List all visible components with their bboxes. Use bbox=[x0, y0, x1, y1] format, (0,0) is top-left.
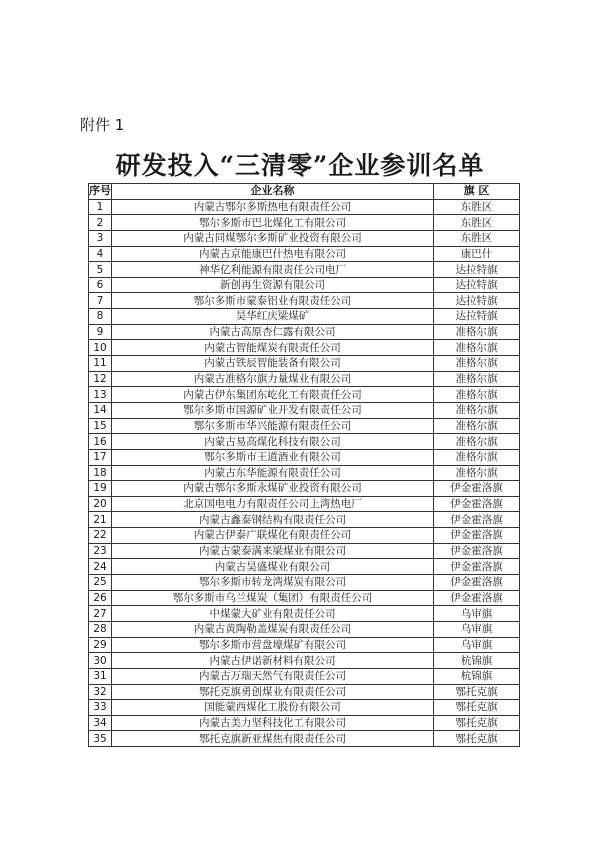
cell-company-name: 内蒙古昊盛煤业有限公司 bbox=[112, 559, 434, 575]
table-row bbox=[89, 637, 520, 653]
cell-serial-number: 16 bbox=[89, 434, 112, 450]
cell-district: 准格尔旗 bbox=[434, 449, 520, 465]
cell-district: 准格尔旗 bbox=[434, 418, 520, 434]
cell-company-name: 内蒙古伊泰广联煤化有限责任公司 bbox=[112, 528, 434, 544]
table-row bbox=[89, 418, 520, 434]
cell-district: 准格尔旗 bbox=[434, 340, 520, 356]
cell-serial-number: 34 bbox=[89, 715, 112, 731]
cell-district: 东胜区 bbox=[434, 215, 520, 231]
cell-district: 康巴什 bbox=[434, 246, 520, 262]
cell-company-name: 鄂尔多斯市华兴能源有限责任公司 bbox=[112, 418, 434, 434]
table-row bbox=[89, 543, 520, 559]
cell-district: 东胜区 bbox=[434, 199, 520, 215]
cell-district: 伊金霍洛旗 bbox=[434, 575, 520, 591]
cell-serial-number: 13 bbox=[89, 387, 112, 403]
cell-district: 准格尔旗 bbox=[434, 465, 520, 481]
cell-company-name: 内蒙古智能煤炭有限责任公司 bbox=[112, 340, 434, 356]
table-row bbox=[89, 465, 520, 481]
cell-district: 伊金霍洛旗 bbox=[434, 590, 520, 606]
cell-serial-number: 12 bbox=[89, 371, 112, 387]
cell-district: 乌审旗 bbox=[434, 637, 520, 653]
participant-table bbox=[88, 183, 520, 747]
table-row bbox=[89, 449, 520, 465]
table-row bbox=[89, 340, 520, 356]
cell-company-name: 昊华红庆梁煤矿 bbox=[112, 309, 434, 325]
cell-company-name: 国能蒙西煤化工股份有限公司 bbox=[112, 700, 434, 716]
table-row bbox=[89, 684, 520, 700]
cell-district: 东胜区 bbox=[434, 230, 520, 246]
cell-district: 达拉特旗 bbox=[434, 293, 520, 309]
cell-company-name: 神华亿利能源有限责任公司电厂 bbox=[112, 262, 434, 278]
table-row bbox=[89, 559, 520, 575]
cell-company-name: 新创再生资源有限公司 bbox=[112, 277, 434, 293]
cell-company-name: 内蒙古准格尔旗力量煤业有限公司 bbox=[112, 371, 434, 387]
cell-district: 鄂托克旗 bbox=[434, 715, 520, 731]
cell-district: 达拉特旗 bbox=[434, 262, 520, 278]
cell-serial-number: 21 bbox=[89, 512, 112, 528]
cell-company-name: 鄂尔多斯市转龙湾煤炭有限公司 bbox=[112, 575, 434, 591]
table-row bbox=[89, 668, 520, 684]
cell-serial-number: 23 bbox=[89, 543, 112, 559]
cell-district: 达拉特旗 bbox=[434, 309, 520, 325]
table-row bbox=[89, 371, 520, 387]
cell-district: 鄂托克旗 bbox=[434, 684, 520, 700]
cell-district: 伊金霍洛旗 bbox=[434, 559, 520, 575]
cell-district: 杭锦旗 bbox=[434, 668, 520, 684]
cell-district: 准格尔旗 bbox=[434, 387, 520, 403]
cell-company-name: 鄂尔多斯市巴北煤化工有限公司 bbox=[112, 215, 434, 231]
cell-district: 伊金霍洛旗 bbox=[434, 512, 520, 528]
cell-serial-number: 22 bbox=[89, 528, 112, 544]
cell-company-name: 内蒙古铁辰智能装备有限公司 bbox=[112, 356, 434, 372]
cell-company-name: 内蒙古鑫泰钢结构有限责任公司 bbox=[112, 512, 434, 528]
cell-company-name: 内蒙古东华能源有限责任公司 bbox=[112, 465, 434, 481]
table-row bbox=[89, 262, 520, 278]
cell-district: 鄂托克旗 bbox=[434, 700, 520, 716]
header-company-name: 企业名称 bbox=[112, 184, 434, 200]
table-row bbox=[89, 324, 520, 340]
cell-serial-number: 18 bbox=[89, 465, 112, 481]
table-row bbox=[89, 590, 520, 606]
cell-company-name: 中煤蒙大矿业有限责任公司 bbox=[112, 606, 434, 622]
cell-district: 伊金霍洛旗 bbox=[434, 496, 520, 512]
cell-company-name: 内蒙古万瑞天然气有限责任公司 bbox=[112, 668, 434, 684]
document-title: 研发投入“三清零”企业参训名单 bbox=[115, 151, 485, 180]
cell-serial-number: 31 bbox=[89, 668, 112, 684]
cell-serial-number: 9 bbox=[89, 324, 112, 340]
table-row bbox=[89, 621, 520, 637]
cell-company-name: 内蒙古伊诺新材料有限公司 bbox=[112, 653, 434, 669]
cell-serial-number: 2 bbox=[89, 215, 112, 231]
cell-serial-number: 10 bbox=[89, 340, 112, 356]
table-row bbox=[89, 230, 520, 246]
cell-serial-number: 19 bbox=[89, 481, 112, 497]
cell-company-name: 北京国电电力有限责任公司上湾热电厂 bbox=[112, 496, 434, 512]
header-district: 旗 区 bbox=[434, 184, 520, 200]
cell-company-name: 鄂尔多斯市乌兰煤炭（集团）有限责任公司 bbox=[112, 590, 434, 606]
table-row bbox=[89, 731, 520, 747]
cell-district: 准格尔旗 bbox=[434, 371, 520, 387]
cell-district: 鄂托克旗 bbox=[434, 731, 520, 747]
table-row bbox=[89, 481, 520, 497]
cell-company-name: 鄂尔多斯市国源矿业开发有限责任公司 bbox=[112, 402, 434, 418]
table-row bbox=[89, 528, 520, 544]
cell-serial-number: 29 bbox=[89, 637, 112, 653]
table-row bbox=[89, 575, 520, 591]
table-row bbox=[89, 246, 520, 262]
cell-company-name: 鄂尔多斯市王道酒业有限公司 bbox=[112, 449, 434, 465]
table-row bbox=[89, 606, 520, 622]
cell-company-name: 鄂尔多斯市营盘壕煤矿有限公司 bbox=[112, 637, 434, 653]
cell-serial-number: 1 bbox=[89, 199, 112, 215]
cell-serial-number: 35 bbox=[89, 731, 112, 747]
cell-company-name: 内蒙古高原杏仁露有限公司 bbox=[112, 324, 434, 340]
cell-district: 达拉特旗 bbox=[434, 277, 520, 293]
cell-company-name: 内蒙古黄陶勒盖煤炭有限责任公司 bbox=[112, 621, 434, 637]
table-row bbox=[89, 309, 520, 325]
table-header-row bbox=[89, 184, 520, 200]
cell-district: 伊金霍洛旗 bbox=[434, 481, 520, 497]
cell-serial-number: 5 bbox=[89, 262, 112, 278]
cell-district: 伊金霍洛旗 bbox=[434, 543, 520, 559]
cell-serial-number: 17 bbox=[89, 449, 112, 465]
table-row bbox=[89, 700, 520, 716]
cell-district: 伊金霍洛旗 bbox=[434, 528, 520, 544]
table-row bbox=[89, 277, 520, 293]
cell-serial-number: 30 bbox=[89, 653, 112, 669]
cell-district: 准格尔旗 bbox=[434, 402, 520, 418]
cell-serial-number: 33 bbox=[89, 700, 112, 716]
table-row bbox=[89, 387, 520, 403]
table-row bbox=[89, 715, 520, 731]
cell-company-name: 内蒙古蒙泰满来梁煤业有限公司 bbox=[112, 543, 434, 559]
table-row bbox=[89, 512, 520, 528]
cell-company-name: 鄂尔多斯市蒙泰铝业有限责任公司 bbox=[112, 293, 434, 309]
cell-district: 准格尔旗 bbox=[434, 434, 520, 450]
cell-company-name: 内蒙古同煤鄂尔多斯矿业投资有限公司 bbox=[112, 230, 434, 246]
attachment-label: 附件 1 bbox=[80, 116, 125, 134]
table-row bbox=[89, 496, 520, 512]
cell-serial-number: 32 bbox=[89, 684, 112, 700]
table-row bbox=[89, 402, 520, 418]
cell-serial-number: 27 bbox=[89, 606, 112, 622]
cell-serial-number: 11 bbox=[89, 356, 112, 372]
header-serial-number: 序号 bbox=[89, 184, 111, 198]
cell-serial-number: 14 bbox=[89, 402, 112, 418]
cell-serial-number: 20 bbox=[89, 496, 112, 512]
table-row bbox=[89, 199, 520, 215]
cell-serial-number: 25 bbox=[89, 575, 112, 591]
cell-district: 准格尔旗 bbox=[434, 324, 520, 340]
cell-district: 准格尔旗 bbox=[434, 356, 520, 372]
cell-company-name: 内蒙古京能康巴什热电有限公司 bbox=[112, 246, 434, 262]
table-row bbox=[89, 653, 520, 669]
cell-serial-number: 15 bbox=[89, 418, 112, 434]
cell-serial-number: 8 bbox=[89, 309, 112, 325]
table-row bbox=[89, 356, 520, 372]
cell-company-name: 内蒙古伊东集团东屹化工有限责任公司 bbox=[112, 387, 434, 403]
cell-serial-number: 26 bbox=[89, 590, 112, 606]
cell-district: 乌审旗 bbox=[434, 606, 520, 622]
cell-district: 乌审旗 bbox=[434, 621, 520, 637]
cell-district: 杭锦旗 bbox=[434, 653, 520, 669]
cell-company-name: 内蒙古易高煤化科技有限公司 bbox=[112, 434, 434, 450]
cell-serial-number: 28 bbox=[89, 621, 112, 637]
cell-serial-number: 4 bbox=[89, 246, 112, 262]
cell-serial-number: 6 bbox=[89, 277, 112, 293]
cell-serial-number: 3 bbox=[89, 230, 112, 246]
table-row bbox=[89, 434, 520, 450]
cell-company-name: 鄂托克旗新亚煤焦有限责任公司 bbox=[112, 731, 434, 747]
cell-company-name: 鄂托克旗勇创煤业有限责任公司 bbox=[112, 684, 434, 700]
table-body bbox=[89, 199, 520, 746]
table-row bbox=[89, 293, 520, 309]
cell-company-name: 内蒙古鄂尔多斯永煤矿业投资有限公司 bbox=[112, 481, 434, 497]
cell-company-name: 内蒙古美力坚科技化工有限公司 bbox=[112, 715, 434, 731]
cell-serial-number: 7 bbox=[89, 293, 112, 309]
cell-serial-number: 24 bbox=[89, 559, 112, 575]
table-row bbox=[89, 215, 520, 231]
cell-company-name: 内蒙古鄂尔多斯热电有限责任公司 bbox=[112, 199, 434, 215]
